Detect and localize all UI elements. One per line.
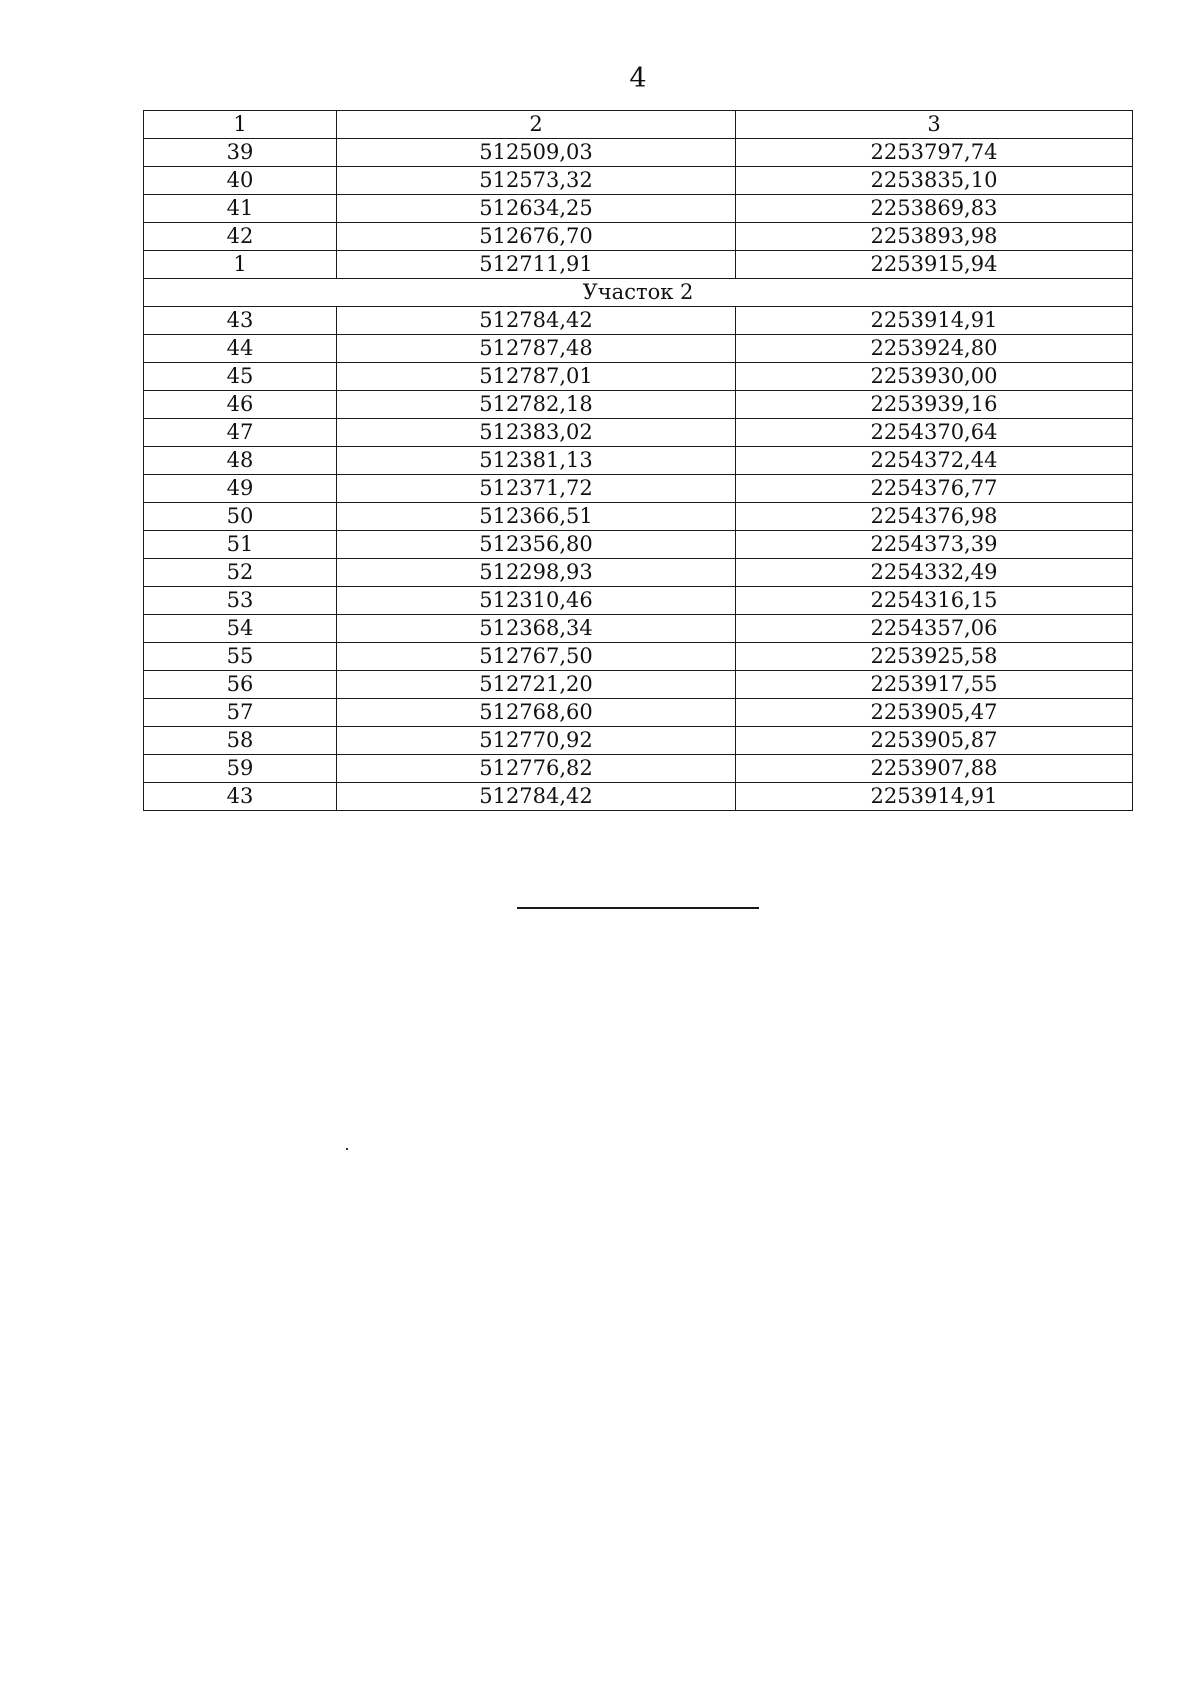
coordinates-table-body [144, 111, 1133, 811]
y-coordinate-cell: 2253893,98 [736, 223, 1133, 251]
table-row [144, 671, 1133, 699]
point-number-cell: 44 [144, 335, 337, 363]
table-row [144, 391, 1133, 419]
point-number-cell: 1 [144, 251, 337, 279]
table-row [144, 587, 1133, 615]
x-coordinate-cell: 512310,46 [337, 587, 736, 615]
point-number-cell: 53 [144, 587, 337, 615]
x-coordinate-cell: 512721,20 [337, 671, 736, 699]
table-row [144, 531, 1133, 559]
table-row [144, 167, 1133, 195]
y-coordinate-cell: 2253939,16 [736, 391, 1133, 419]
x-coordinate-cell: 512509,03 [337, 139, 736, 167]
column-header-1: 1 [144, 111, 337, 139]
x-coordinate-cell: 512770,92 [337, 727, 736, 755]
point-number-cell: 39 [144, 139, 337, 167]
table-row [144, 615, 1133, 643]
table-header-row [144, 111, 1133, 139]
coordinates-table [143, 110, 1133, 811]
y-coordinate-cell: 2253869,83 [736, 195, 1133, 223]
y-coordinate-cell: 2254376,77 [736, 475, 1133, 503]
x-coordinate-cell: 512634,25 [337, 195, 736, 223]
point-number-cell: 51 [144, 531, 337, 559]
x-coordinate-cell: 512711,91 [337, 251, 736, 279]
point-number-cell: 56 [144, 671, 337, 699]
y-coordinate-cell: 2253914,91 [736, 783, 1133, 811]
column-header-2: 2 [337, 111, 736, 139]
x-coordinate-cell: 512381,13 [337, 447, 736, 475]
point-number-cell: 41 [144, 195, 337, 223]
y-coordinate-cell: 2254373,39 [736, 531, 1133, 559]
x-coordinate-cell: 512573,32 [337, 167, 736, 195]
y-coordinate-cell: 2253797,74 [736, 139, 1133, 167]
table-row [144, 475, 1133, 503]
table-row [144, 251, 1133, 279]
y-coordinate-cell: 2253930,00 [736, 363, 1133, 391]
table-row [144, 727, 1133, 755]
x-coordinate-cell: 512371,72 [337, 475, 736, 503]
table-row [144, 307, 1133, 335]
y-coordinate-cell: 2254370,64 [736, 419, 1133, 447]
y-coordinate-cell: 2253924,80 [736, 335, 1133, 363]
point-number-cell: 40 [144, 167, 337, 195]
y-coordinate-cell: 2253917,55 [736, 671, 1133, 699]
x-coordinate-cell: 512776,82 [337, 755, 736, 783]
x-coordinate-cell: 512356,80 [337, 531, 736, 559]
point-number-cell: 49 [144, 475, 337, 503]
y-coordinate-cell: 2254332,49 [736, 559, 1133, 587]
point-number-cell: 57 [144, 699, 337, 727]
column-header-3: 3 [736, 111, 1133, 139]
y-coordinate-cell: 2253925,58 [736, 643, 1133, 671]
point-number-cell: 59 [144, 755, 337, 783]
point-number-cell: 46 [144, 391, 337, 419]
point-number-cell: 58 [144, 727, 337, 755]
x-coordinate-cell: 512383,02 [337, 419, 736, 447]
point-number-cell: 45 [144, 363, 337, 391]
table-row [144, 195, 1133, 223]
y-coordinate-cell: 2253907,88 [736, 755, 1133, 783]
x-coordinate-cell: 512784,42 [337, 783, 736, 811]
y-coordinate-cell: 2253914,91 [736, 307, 1133, 335]
y-coordinate-cell: 2253905,47 [736, 699, 1133, 727]
y-coordinate-cell: 2254357,06 [736, 615, 1133, 643]
x-coordinate-cell: 512676,70 [337, 223, 736, 251]
x-coordinate-cell: 512784,42 [337, 307, 736, 335]
section-label: Участок 2 [144, 279, 1133, 307]
table-row [144, 363, 1133, 391]
page-number: 4 [629, 63, 647, 94]
x-coordinate-cell: 512787,48 [337, 335, 736, 363]
table-row [144, 643, 1133, 671]
x-coordinate-cell: 512787,01 [337, 363, 736, 391]
point-number-cell: 54 [144, 615, 337, 643]
point-number-cell: 42 [144, 223, 337, 251]
y-coordinate-cell: 2254372,44 [736, 447, 1133, 475]
section-row [144, 279, 1133, 307]
table-row [144, 699, 1133, 727]
y-coordinate-cell: 2254376,98 [736, 503, 1133, 531]
point-number-cell: 55 [144, 643, 337, 671]
point-number-cell: 52 [144, 559, 337, 587]
table-row [144, 447, 1133, 475]
x-coordinate-cell: 512782,18 [337, 391, 736, 419]
point-number-cell: 43 [144, 783, 337, 811]
x-coordinate-cell: 512767,50 [337, 643, 736, 671]
x-coordinate-cell: 512368,34 [337, 615, 736, 643]
y-coordinate-cell: 2253835,10 [736, 167, 1133, 195]
table-row [144, 335, 1133, 363]
point-number-cell: 43 [144, 307, 337, 335]
point-number-cell: 48 [144, 447, 337, 475]
end-rule-divider [517, 907, 759, 909]
table-row [144, 223, 1133, 251]
y-coordinate-cell: 2253905,87 [736, 727, 1133, 755]
x-coordinate-cell: 512768,60 [337, 699, 736, 727]
table-row [144, 503, 1133, 531]
x-coordinate-cell: 512366,51 [337, 503, 736, 531]
y-coordinate-cell: 2253915,94 [736, 251, 1133, 279]
point-number-cell: 50 [144, 503, 337, 531]
table-row [144, 559, 1133, 587]
y-coordinate-cell: 2254316,15 [736, 587, 1133, 615]
scan-speck [346, 1148, 348, 1150]
point-number-cell: 47 [144, 419, 337, 447]
x-coordinate-cell: 512298,93 [337, 559, 736, 587]
table-row [144, 783, 1133, 811]
table-row [144, 419, 1133, 447]
table-row [144, 139, 1133, 167]
table-row [144, 755, 1133, 783]
